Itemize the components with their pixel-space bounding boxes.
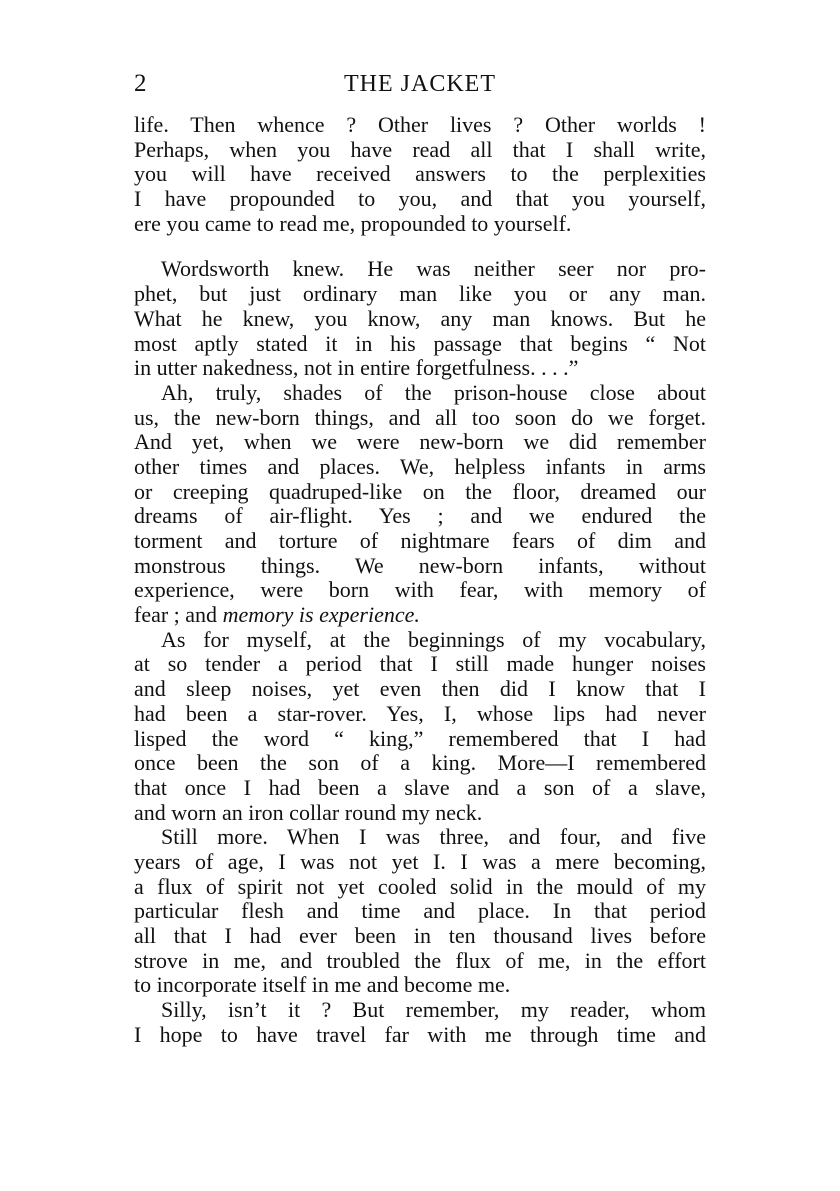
text-line: a flux of spirit not yet cooled solid in the mould of my xyxy=(134,873,706,899)
text-line: and worn an iron collar round my neck. xyxy=(134,799,483,825)
paragraph-4 xyxy=(134,628,706,826)
text-line: torment and torture of nightmare fears of dim and xyxy=(134,528,706,553)
paragraph-6 xyxy=(134,998,706,1047)
text-line: And yet, when we were new-born we did remember xyxy=(134,429,706,455)
text-line: Ah, truly, shades of the prison-house close about xyxy=(161,379,706,405)
text-line xyxy=(134,603,706,628)
text-line: other times and places. We, helpless infants in arms xyxy=(134,453,706,479)
text-line: particular flesh and time and place. In that period xyxy=(134,898,706,924)
text-line: What he knew, you know, any man knows. But he xyxy=(134,305,706,331)
text-line: ere you came to read me, propounded to yourself. xyxy=(134,210,572,236)
text-line: lisped the word “ king,” remembered that I had xyxy=(134,725,706,751)
text-line: and sleep noises, yet even then did I know that I xyxy=(134,676,706,702)
paragraph-2 xyxy=(134,257,706,380)
paragraph-3 xyxy=(134,381,706,628)
text-line: us, the new-born things, and all too soon do we forget. xyxy=(134,404,706,430)
text-line: that once I had been a slave and a son of a slave, xyxy=(134,774,706,800)
text-line: phet, but just ordinary man like you or any man. xyxy=(134,281,706,307)
text-line: all that I had ever been in ten thousand lives before xyxy=(134,923,706,948)
text-plain: fear ; and xyxy=(134,602,223,628)
text-line: years of age, I was not yet I. I was a mere becoming, xyxy=(134,848,706,874)
text-line: Perhaps, when you have read all that I shall write, xyxy=(134,136,706,162)
text-line: had been a star-rover. Yes, I, whose lips had never xyxy=(134,700,706,726)
text-line: I hope to have travel far with me through time and xyxy=(134,1021,706,1047)
text-line: most aptly stated it in his passage that begins “ Not xyxy=(134,330,706,356)
emphasis-text: memory is experience. xyxy=(222,602,420,628)
text-line: experience, were born with fear, with memory of xyxy=(134,577,706,603)
text-line: once been the son of a king. More—I remembered xyxy=(134,750,706,776)
text-line: or creeping quadruped-like on the floor, dreamed our xyxy=(134,478,706,504)
running-title: THE JACKET xyxy=(344,71,496,97)
paragraph-5 xyxy=(134,825,706,998)
text-line: Wordsworth knew. He was neither seer nor pro- xyxy=(161,256,706,282)
text-line: life. Then whence ? Other lives ? Other worlds ! xyxy=(134,112,706,137)
text-line: to incorporate itself in me and become me. xyxy=(134,972,511,998)
text-line: you will have received answers to the perplexities xyxy=(134,161,706,187)
text-line: monstrous things. We new-born infants, without xyxy=(134,552,706,578)
page-number: 2 xyxy=(134,70,147,97)
text-line: strove in me, and troubled the flux of me, in the effort xyxy=(134,947,706,973)
text-line: As for myself, at the beginnings of my vocabulary, xyxy=(161,626,706,652)
text-line: Silly, isn’t it ? But remember, my reader, whom xyxy=(161,997,706,1023)
page-header xyxy=(134,66,706,102)
body-text xyxy=(134,113,706,1047)
text-line: Still more. When I was three, and four, and five xyxy=(161,824,706,850)
text-line: dreams of air-flight. Yes ; and we endured the xyxy=(134,503,706,529)
text-line: I have propounded to you, and that you yourself, xyxy=(134,186,706,212)
text-line: in utter nakedness, not in entire forgetfulness. . . .” xyxy=(134,355,579,381)
section-break xyxy=(134,236,706,257)
paragraph-1 xyxy=(134,113,706,236)
text-line: at so tender a period that I still made hunger noises xyxy=(134,651,706,677)
